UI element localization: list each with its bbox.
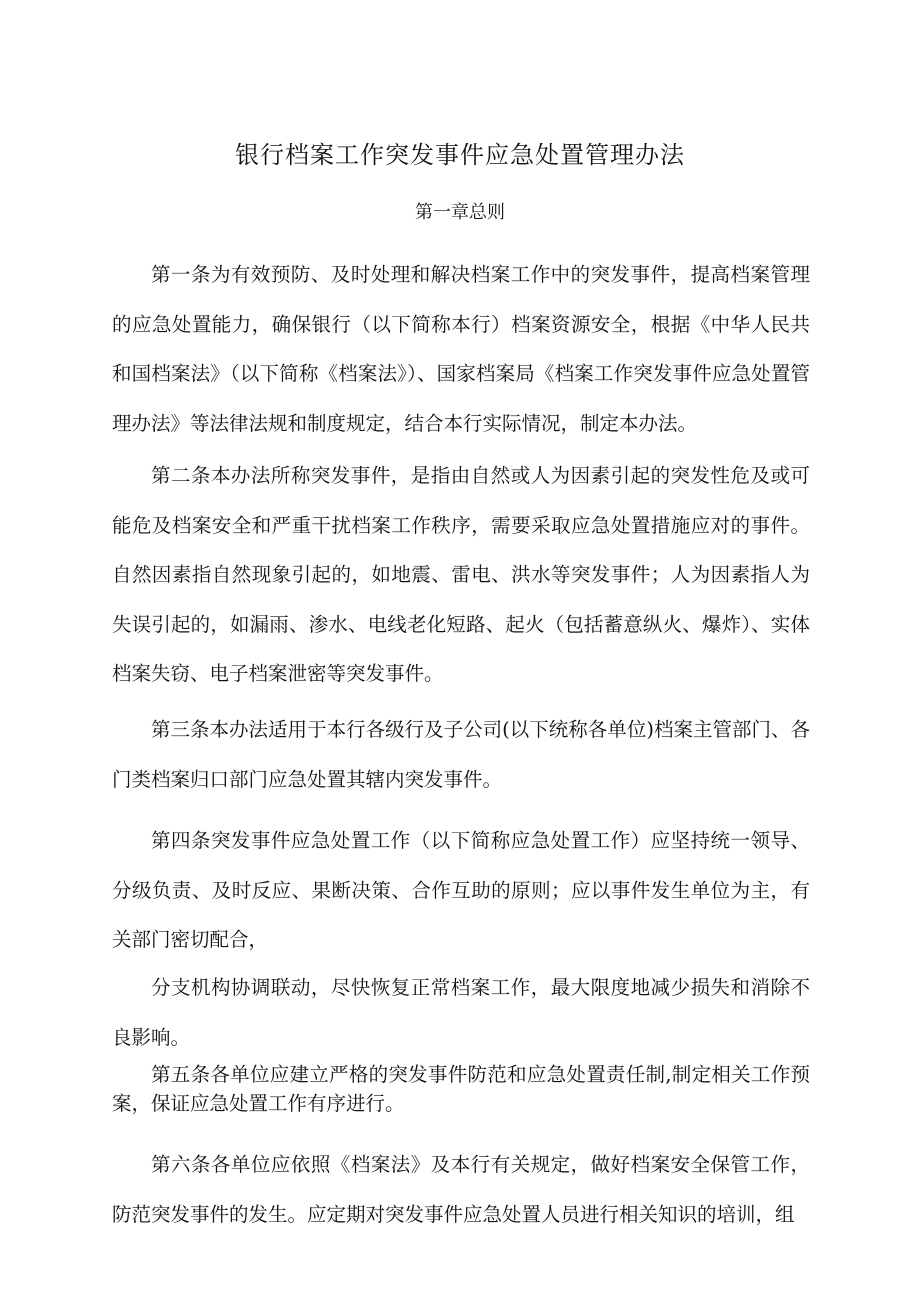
article-1-paragraph: 第一条为有效预防、及时处理和解决档案工作中的突发事件，提高档案管理的应急处置能力，确保银行（以下简称本行）档案资源安全，根据《中华人民共和国档案法》（以下简称《档案法》）、国家档案局《档案工作突发事件应急处置管理办法》等法律法规和制度规定，结合本行实际情况，制定本办法。 (112, 263, 810, 435)
document-title: 银行档案工作突发事件应急处置管理办法 (235, 141, 685, 169)
article-4-paragraph: 第四条突发事件应急处置工作（以下简称应急处置工作）应坚持统一领导、分级负责、及时反应、果断决策、合作互助的原则；应以事件发生单位为主，有关部门密切配合， (112, 829, 810, 951)
article-3-paragraph: 第三条本办法适用于本行各级行及子公司(以下统称各单位)档案主管部门、各门类档案归口部门应急处置其辖内突发事件。 (112, 718, 810, 791)
article-4-continuation-paragraph: 分支机构协调联动，尽快恢复正常档案工作，最大限度地减少损失和消除不良影响。 (112, 976, 810, 1049)
article-6-paragraph: 第六条各单位应依照《档案法》及本行有关规定，做好档案安全保管工作，防范突发事件的发生。应定期对突发事件应急处置人员进行相关知识的培训，组 (112, 1153, 810, 1226)
article-5-paragraph: 第五条各单位应建立严格的突发事件防范和应急处置责任制,制定相关工作预案，保证应急处置工作有序进行。 (112, 1063, 810, 1115)
chapter-heading: 第一章总则 (415, 202, 505, 223)
article-2-paragraph: 第二条本办法所称突发事件，是指由自然或人为因素引起的突发性危及或可能危及档案安全和严重干扰档案工作秩序，需要采取应急处置措施应对的事件。自然因素指自然现象引起的，如地震、雷电、洪水等突发事件；人为因素指人为失误引起的，如漏雨、渗水、电线老化短路、起火（包括蓄意纵火、爆炸）、实体档案失窃、电子档案泄密等突发事件。 (112, 464, 810, 685)
